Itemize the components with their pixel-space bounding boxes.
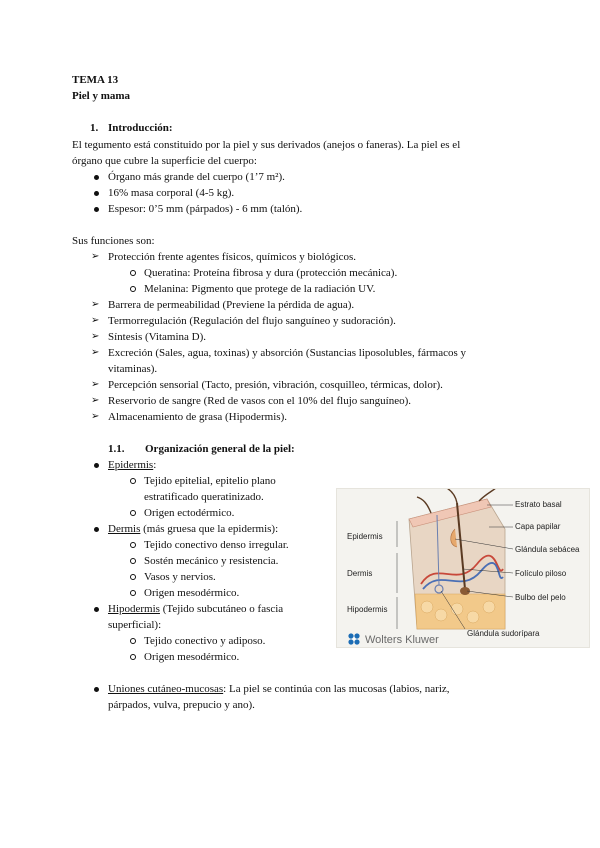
section-1-title: Introducción: [108, 122, 173, 134]
section-1-1-title: Organización general de la piel: [145, 443, 295, 455]
list-item: Espesor: 0’5 mm (párpados) - 6 mm (talón). [108, 203, 303, 215]
list-item: Tejido conectivo denso irregular. [144, 539, 289, 551]
list-item: 16% masa corporal (4-5 kg). [108, 187, 235, 199]
list-item-continuation: vitaminas). [108, 363, 158, 375]
intro-paragraph-line-1: El tegumento está constituido por la piel y sus derivados (anejos o faneras). La piel es el [72, 139, 461, 151]
intro-paragraph-line-2: órgano que cubre la superficie del cuerpo: [72, 155, 257, 167]
hair-strand [479, 489, 497, 501]
section-1-1-number: 1.1. [108, 443, 125, 455]
fat-lobule [467, 611, 479, 623]
fat-lobule [483, 601, 495, 613]
hipodermis-term: Hipodermis [108, 603, 160, 615]
list-item: Órgano más grande del cuerpo (1’7 m²). [108, 171, 285, 183]
uniones-item [108, 681, 450, 697]
list-item-continuation: estratificado queratinizado. [144, 491, 264, 503]
list-item-continuation: párpados, vulva, prepucio y ano). [108, 699, 255, 711]
hair-strand [417, 497, 431, 513]
dermis-term: Dermis [108, 523, 141, 535]
fat-lobule [451, 603, 463, 615]
list-item: Origen mesodérmico. [144, 651, 240, 663]
epidermis-term: Epidermis [108, 459, 154, 471]
uniones-suffix: : La piel se continúa con las mucosas (labios, nariz, [223, 683, 450, 695]
circle-bullet-icon [130, 638, 136, 644]
epidermis-suffix: : [153, 459, 157, 471]
dermis-suffix: (más gruesa que la epidermis): [140, 523, 279, 535]
section-1-number: 1. [90, 122, 99, 134]
arrow-bullet-icon: ➢ [91, 347, 100, 358]
list-item: Almacenamiento de grasa (Hipodermis). [108, 411, 287, 423]
list-item: Barrera de permeabilidad (Previene la pérdida de agua). [108, 299, 355, 311]
bullet-dot-icon [94, 607, 99, 612]
list-item: Termorregulación (Regulación del flujo sanguíneo y sudoración). [108, 315, 396, 327]
list-item: Síntesis (Vitamina D). [108, 331, 207, 343]
uniones-term: Uniones cutáneo-mucosas [108, 683, 224, 695]
functions-intro: Sus funciones son: [72, 235, 155, 247]
circle-bullet-icon [130, 654, 136, 660]
list-item: Protección frente agentes físicos, químicos y biológicos. [108, 251, 357, 263]
list-item: Melanina: Pigmento que protege de la radiación UV. [144, 283, 376, 295]
hipodermis-item [108, 601, 283, 617]
arrow-bullet-icon: ➢ [91, 411, 100, 422]
arrow-bullet-icon: ➢ [91, 379, 100, 390]
bullet-dot-icon [94, 207, 99, 212]
epidermis-item [108, 457, 156, 473]
circle-bullet-icon [130, 286, 136, 292]
hipodermis-suffix: (Tejido subcutáneo o fascia [159, 603, 284, 615]
list-item: Excreción (Sales, agua, toxinas) y absorción (Sustancias liposolubles, fármacos y [108, 347, 467, 359]
list-item: Percepción sensorial (Tacto, presión, vibración, cosquilleo, térmicas, dolor). [108, 379, 443, 391]
skin-illustration [337, 489, 589, 647]
label-hipodermis: Hipodermis [347, 605, 388, 614]
circle-bullet-icon [130, 270, 136, 276]
fat-lobule [421, 601, 433, 613]
skin-diagram-figure [336, 488, 590, 648]
bullet-dot-icon [94, 687, 99, 692]
circle-bullet-icon [130, 510, 136, 516]
bullet-dot-icon [94, 527, 99, 532]
list-item: Vasos y nervios. [144, 571, 216, 583]
arrow-bullet-icon: ➢ [91, 299, 100, 310]
list-item: Sostén mecánico y resistencia. [144, 555, 279, 567]
arrow-bullet-icon: ➢ [91, 395, 100, 406]
label-bulbo-pelo: Bulbo del pelo [515, 593, 566, 602]
dermis-item [108, 521, 278, 537]
list-item: Tejido conectivo y adiposo. [144, 635, 266, 647]
list-item: Queratina: Proteína fibrosa y dura (protección mecánica). [144, 267, 398, 279]
label-capa-papilar: Capa papilar [515, 522, 561, 531]
list-item-continuation: superficial): [108, 619, 162, 631]
list-item: Tejido epitelial, epitelio plano [144, 475, 276, 487]
arrow-bullet-icon: ➢ [91, 331, 100, 342]
list-item: Origen mesodérmico. [144, 587, 240, 599]
label-foliculo-piloso: Folículo piloso [515, 569, 567, 578]
hair-strand [445, 489, 457, 503]
wolters-kluwer-logo-icon [347, 632, 361, 646]
bullet-dot-icon [94, 175, 99, 180]
doc-title: TEMA 13 [72, 74, 119, 86]
label-estrato-basal: Estrato basal [515, 500, 562, 509]
label-epidermis: Epidermis [347, 532, 383, 541]
bullet-dot-icon [94, 463, 99, 468]
bullet-dot-icon [94, 191, 99, 196]
list-item: Reservorio de sangre (Red de vasos con el 10% del flujo sanguíneo). [108, 395, 412, 407]
circle-bullet-icon [130, 590, 136, 596]
label-dermis: Dermis [347, 569, 373, 578]
circle-bullet-icon [130, 558, 136, 564]
publisher-name: Wolters Kluwer [365, 634, 439, 646]
label-glandula-sebacea: Glándula sebácea [515, 545, 580, 554]
label-glandula-sudoripara: Glándula sudorípara [467, 629, 540, 638]
circle-bullet-icon [130, 478, 136, 484]
circle-bullet-icon [130, 542, 136, 548]
list-item: Origen ectodérmico. [144, 507, 235, 519]
arrow-bullet-icon: ➢ [91, 315, 100, 326]
circle-bullet-icon [130, 574, 136, 580]
fat-lobule [435, 609, 447, 621]
arrow-bullet-icon: ➢ [91, 251, 100, 262]
doc-subtitle: Piel y mama [72, 90, 131, 102]
